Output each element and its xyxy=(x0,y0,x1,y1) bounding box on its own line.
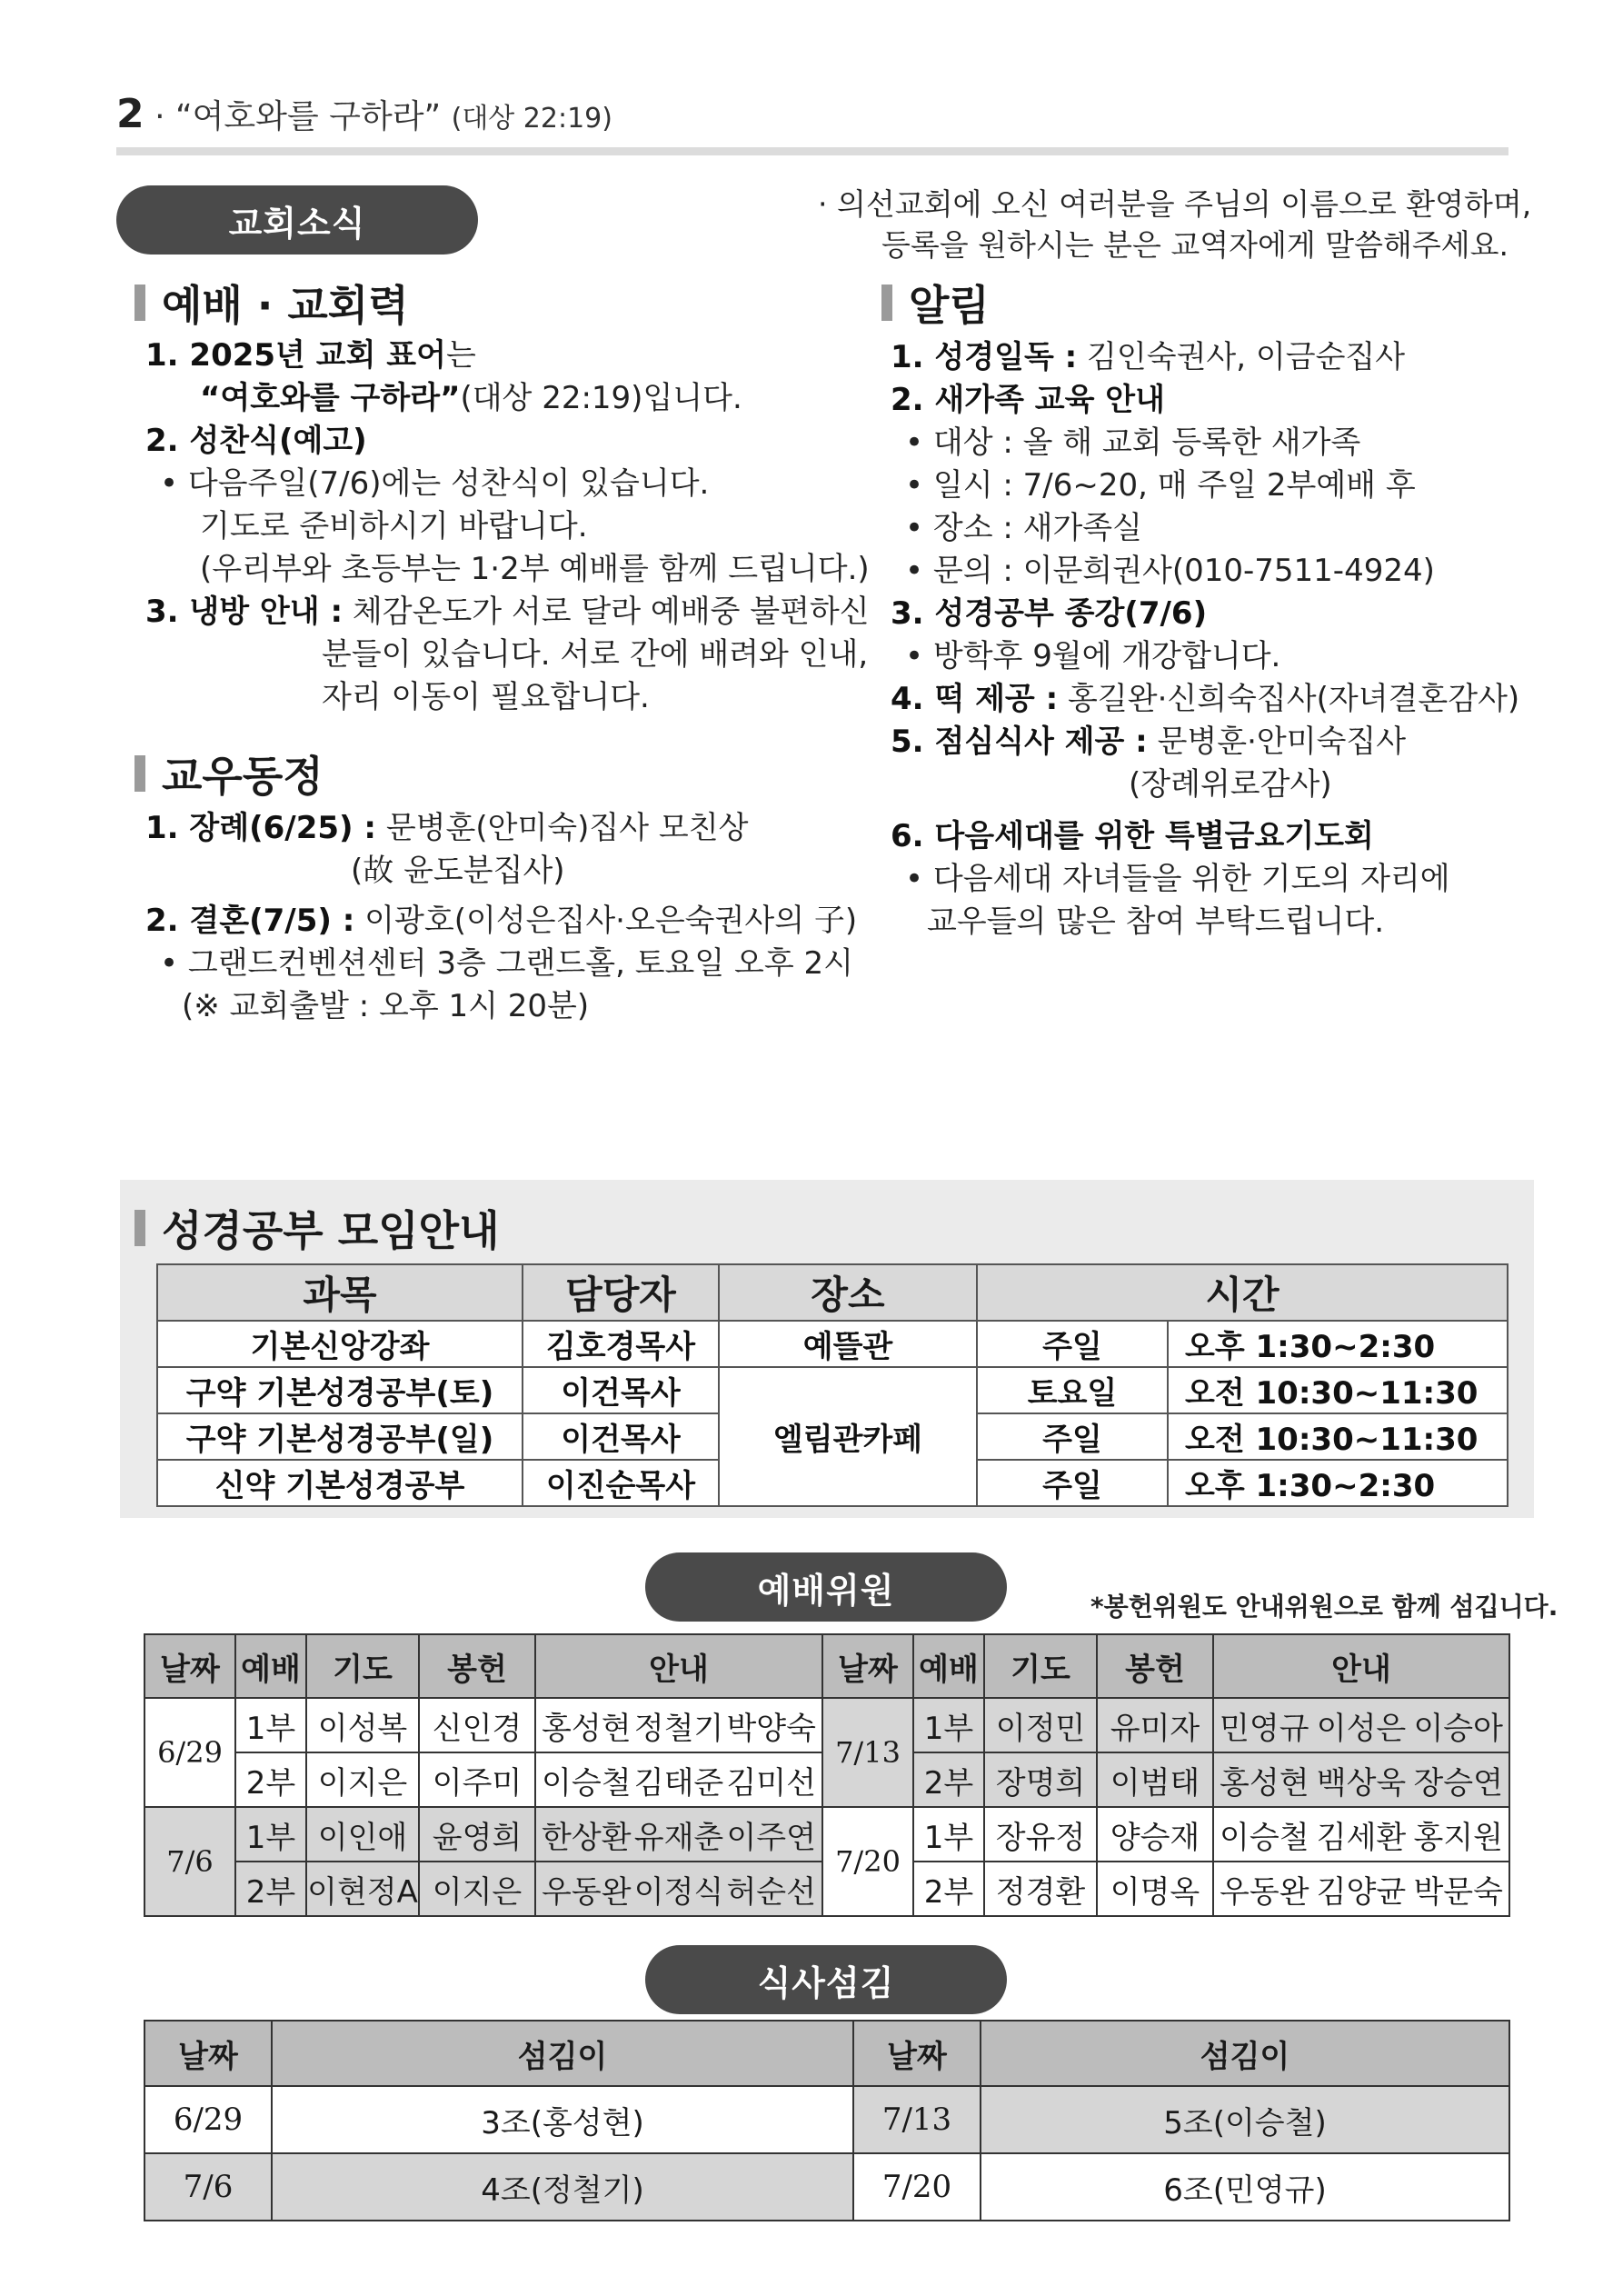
item-text: 문병훈(안미숙)집사 모친상 xyxy=(385,810,749,846)
leader-cell: 김호경목사 xyxy=(523,1321,719,1367)
list-item: 자리 이동이 필요합니다. xyxy=(322,679,650,715)
usher-name: 이승아 xyxy=(1413,1710,1503,1747)
day-cell: 주일 xyxy=(977,1413,1168,1460)
column-header: 날짜 xyxy=(853,2021,981,2086)
page-header xyxy=(116,91,612,137)
offering-cell: 이지은 xyxy=(419,1862,535,1916)
header-title: “여호와를 구하라” xyxy=(174,98,442,135)
fellowship-heading xyxy=(134,744,324,804)
date-cell: 6/29 xyxy=(144,1698,235,1807)
usher-name: 우동완 xyxy=(1220,1873,1309,1911)
meal-service-table xyxy=(144,2020,1510,2221)
offering-cell: 이명옥 xyxy=(1097,1862,1213,1916)
item-label: 1. 2025년 교회 표어 xyxy=(145,337,446,374)
table-row xyxy=(144,1698,1509,1752)
service-cell: 2부 xyxy=(235,1752,306,1807)
item-text: 홍길완·신희숙집사(자녀결혼감사) xyxy=(1068,681,1520,717)
column-header: 기도 xyxy=(306,1634,419,1698)
bible-study-heading xyxy=(134,1198,500,1258)
usher-name: 장승연 xyxy=(1413,1764,1503,1802)
service-cell: 1부 xyxy=(913,1807,984,1862)
usher-name: 정철기 xyxy=(633,1710,724,1747)
list-item: • 다음주일(7/6)에는 성찬식이 있습니다. xyxy=(160,465,710,502)
server-cell: 6조(민영규) xyxy=(981,2153,1509,2221)
header-divider xyxy=(116,147,1508,155)
prayer-cell: 이인애 xyxy=(306,1807,419,1862)
offering-cell: 이범태 xyxy=(1097,1752,1213,1807)
leader-cell: 이진순목사 xyxy=(523,1460,719,1506)
prayer-cell: 이성복 xyxy=(306,1698,419,1752)
date-cell: 7/13 xyxy=(822,1698,913,1807)
usher-name: 한상환 xyxy=(542,1819,632,1856)
usher-name: 이성은 xyxy=(1316,1710,1407,1747)
header-separator: · xyxy=(144,98,175,135)
date-cell: 7/20 xyxy=(853,2153,981,2221)
course-cell: 구약 기본성경공부(토) xyxy=(157,1367,523,1413)
offering-cell: 신인경 xyxy=(419,1698,535,1752)
usher-name: 홍성현 xyxy=(542,1710,632,1747)
prayer-cell: 정경환 xyxy=(984,1862,1097,1916)
table-row xyxy=(144,1807,1509,1862)
item-text: 는 xyxy=(445,337,476,374)
place-cell: 엘림관카페 xyxy=(719,1367,977,1506)
column-header: 날짜 xyxy=(144,2021,272,2086)
column-header: 장소 xyxy=(719,1264,977,1321)
prayer-cell: 이현정A xyxy=(306,1862,419,1916)
fellowship-list xyxy=(145,807,872,1028)
column-header: 기도 xyxy=(984,1634,1097,1698)
header-reference: (대상 22:19) xyxy=(451,103,612,135)
prayer-cell: 이지은 xyxy=(306,1752,419,1807)
list-item: • 방학후 9월에 개강합니다. xyxy=(905,638,1281,674)
column-header: 과목 xyxy=(157,1264,523,1321)
ushers-cell xyxy=(1213,1752,1509,1807)
item-label: 4. 떡 제공 : xyxy=(891,681,1059,717)
table-row xyxy=(144,2153,1509,2221)
date-cell: 7/6 xyxy=(144,1807,235,1916)
table-header-row xyxy=(157,1264,1508,1321)
item-text: (대상 22:19)입니다. xyxy=(460,380,742,416)
welcome-message xyxy=(818,184,1532,265)
item-label: 1. 성경일독 : xyxy=(891,339,1078,375)
usher-name: 이주연 xyxy=(726,1819,816,1856)
day-cell: 주일 xyxy=(977,1321,1168,1367)
notices-list xyxy=(891,336,1527,943)
day-cell: 토요일 xyxy=(977,1367,1168,1413)
welcome-line: · 의선교회에 오신 여러분을 주님의 이름으로 환영하며, xyxy=(818,186,1532,222)
list-item: • 장소 : 새가족실 xyxy=(905,510,1142,546)
list-item: 기도로 준비하시기 바랍니다. xyxy=(200,508,588,544)
column-header: 예배 xyxy=(235,1634,306,1698)
list-item: (故 윤도분집사) xyxy=(351,853,565,889)
list-item: (장례위로감사) xyxy=(1129,766,1332,803)
column-header: 날짜 xyxy=(144,1634,235,1698)
column-header: 봉헌 xyxy=(419,1634,535,1698)
table-row xyxy=(157,1321,1508,1367)
date-cell: 7/20 xyxy=(822,1807,913,1916)
usher-name: 홍성현 xyxy=(1220,1764,1309,1802)
church-news-badge: 교회소식 xyxy=(116,185,478,255)
list-item xyxy=(145,900,872,943)
column-header: 섬김이 xyxy=(272,2021,853,2086)
usher-name: 이승철 xyxy=(542,1764,632,1802)
prayer-cell: 장명희 xyxy=(984,1752,1097,1807)
usher-name: 박문숙 xyxy=(1413,1873,1503,1911)
day-cell: 주일 xyxy=(977,1460,1168,1506)
usher-name: 김양균 xyxy=(1316,1873,1407,1911)
usher-name: 김세환 xyxy=(1316,1819,1407,1856)
item-label: 2. 결혼(7/5) : xyxy=(145,903,355,939)
usher-name: 우동완 xyxy=(542,1873,632,1911)
service-cell: 2부 xyxy=(913,1862,984,1916)
bible-study-table xyxy=(156,1263,1508,1507)
leader-cell: 이건목사 xyxy=(523,1367,719,1413)
prayer-cell: 장유정 xyxy=(984,1807,1097,1862)
service-cell: 2부 xyxy=(235,1862,306,1916)
usher-name: 이승철 xyxy=(1220,1819,1309,1856)
column-header: 안내 xyxy=(1213,1634,1509,1698)
list-item: 6. 다음세대를 위한 특별금요기도회 xyxy=(891,818,1374,854)
course-cell: 구약 기본성경공부(일) xyxy=(157,1413,523,1460)
heading-bar xyxy=(881,285,892,321)
list-item: (※ 교회출발 : 오후 1시 20분) xyxy=(182,988,590,1024)
service-cell: 1부 xyxy=(235,1698,306,1752)
list-item xyxy=(145,591,872,634)
list-item: 2. 성찬식(예고) xyxy=(145,423,367,459)
list-item: • 일시 : 7/6~20, 매 주일 2부예배 후 xyxy=(905,467,1416,504)
notices-heading xyxy=(881,273,990,333)
list-item: • 문의 : 이문희권사(010-7511-4924) xyxy=(905,553,1435,589)
date-cell: 7/6 xyxy=(144,2153,272,2221)
item-label: 1. 장례(6/25) : xyxy=(145,810,376,846)
ushers-cell xyxy=(1213,1862,1509,1916)
usher-name: 김미선 xyxy=(726,1764,816,1802)
column-header: 날짜 xyxy=(822,1634,913,1698)
column-header: 예배 xyxy=(913,1634,984,1698)
prayer-cell: 이정민 xyxy=(984,1698,1097,1752)
service-cell: 1부 xyxy=(235,1807,306,1862)
ushers-cell xyxy=(1213,1807,1509,1862)
list-item xyxy=(891,721,1527,764)
list-item: 3. 성경공부 종강(7/6) xyxy=(891,595,1208,632)
server-cell: 4조(정철기) xyxy=(272,2153,853,2221)
item-label: 5. 점심식사 제공 : xyxy=(891,724,1148,760)
usher-name: 김태준 xyxy=(633,1764,724,1802)
time-cell: 오후 1:30~2:30 xyxy=(1168,1321,1508,1367)
column-header: 안내 xyxy=(535,1634,822,1698)
heading-bar xyxy=(134,755,145,792)
date-cell: 6/29 xyxy=(144,2086,272,2153)
item-text: 이광호(이성은집사·오은숙권사의 子) xyxy=(364,903,858,939)
heading-text: 교우동정 xyxy=(162,752,324,801)
motto: “여호와를 구하라” xyxy=(200,380,461,416)
time-cell: 오전 10:30~11:30 xyxy=(1168,1367,1508,1413)
heading-bar xyxy=(134,1210,145,1246)
date-cell: 7/13 xyxy=(853,2086,981,2153)
worship-committee-table xyxy=(144,1633,1510,1917)
column-header: 담당자 xyxy=(523,1264,719,1321)
ushers-cell xyxy=(535,1807,822,1862)
worship-committee-note: *봉헌위원도 안내위원으로 함께 섬깁니다. xyxy=(1090,1592,1558,1622)
list-item xyxy=(891,678,1527,721)
list-item xyxy=(145,377,872,420)
list-item: 교우들의 많은 참여 부탁드립니다. xyxy=(927,903,1385,940)
heading-text: 알림 xyxy=(909,281,990,330)
ushers-cell xyxy=(535,1752,822,1807)
worship-committee-badge: 예배위원 xyxy=(645,1552,1007,1622)
usher-name: 홍지원 xyxy=(1413,1819,1503,1856)
list-item: 2. 새가족 교육 안내 xyxy=(891,382,1165,418)
heading-text: 예배 · 교회력 xyxy=(162,281,409,330)
usher-name: 유재춘 xyxy=(633,1819,724,1856)
worship-calendar-list xyxy=(145,334,872,719)
item-text: 김인숙권사, 이금순집사 xyxy=(1087,339,1406,375)
time-cell: 오전 10:30~11:30 xyxy=(1168,1413,1508,1460)
service-cell: 1부 xyxy=(913,1698,984,1752)
table-row xyxy=(157,1367,1508,1413)
usher-name: 이정식 xyxy=(633,1873,724,1911)
list-item xyxy=(145,334,872,377)
list-item: • 다음세대 자녀들을 위한 기도의 자리에 xyxy=(905,861,1450,897)
column-header: 시간 xyxy=(977,1264,1508,1321)
table-header-row xyxy=(144,2021,1509,2086)
usher-name: 박양숙 xyxy=(726,1710,816,1747)
item-label: 3. 냉방 안내 : xyxy=(145,594,344,630)
place-cell: 예뜰관 xyxy=(719,1321,977,1367)
ushers-cell xyxy=(1213,1698,1509,1752)
server-cell: 5조(이승철) xyxy=(981,2086,1509,2153)
list-item: (우리부와 초등부는 1·2부 예배를 함께 드립니다.) xyxy=(200,551,870,587)
table-header-row xyxy=(144,1634,1509,1698)
server-cell: 3조(홍성현) xyxy=(272,2086,853,2153)
service-cell: 2부 xyxy=(913,1752,984,1807)
list-item: 분들이 있습니다. 서로 간에 배려와 인내, xyxy=(322,636,869,673)
list-item: • 그랜드컨벤션센터 3층 그랜드홀, 토요일 오후 2시 xyxy=(160,945,854,982)
ushers-cell xyxy=(535,1862,822,1916)
offering-cell: 이주미 xyxy=(419,1752,535,1807)
welcome-line: 등록을 원하시는 분은 교역자에게 말씀해주세요. xyxy=(881,227,1508,263)
usher-name: 백상욱 xyxy=(1316,1764,1407,1802)
leader-cell: 이건목사 xyxy=(523,1413,719,1460)
table-row xyxy=(144,2086,1509,2153)
course-cell: 신약 기본성경공부 xyxy=(157,1460,523,1506)
course-cell: 기본신앙강좌 xyxy=(157,1321,523,1367)
heading-text: 성경공부 모임안내 xyxy=(162,1206,500,1255)
column-header: 섬김이 xyxy=(981,2021,1509,2086)
list-item xyxy=(891,336,1527,379)
worship-calendar-heading xyxy=(134,273,409,333)
item-text: 체감온도가 서로 달라 예배중 불편하신 xyxy=(352,594,870,630)
item-text: 문병훈·안미숙집사 xyxy=(1157,724,1407,760)
page-number: 2 xyxy=(116,91,144,137)
list-item xyxy=(145,807,872,850)
offering-cell: 양승재 xyxy=(1097,1807,1213,1862)
column-header: 봉헌 xyxy=(1097,1634,1213,1698)
time-cell: 오후 1:30~2:30 xyxy=(1168,1460,1508,1506)
offering-cell: 유미자 xyxy=(1097,1698,1213,1752)
offering-cell: 윤영희 xyxy=(419,1807,535,1862)
heading-bar xyxy=(134,285,145,321)
ushers-cell xyxy=(535,1698,822,1752)
usher-name: 허순선 xyxy=(726,1873,816,1911)
list-item: • 대상 : 올 해 교회 등록한 새가족 xyxy=(905,424,1361,461)
usher-name: 민영규 xyxy=(1220,1710,1309,1747)
meal-service-badge: 식사섬김 xyxy=(645,1945,1007,2014)
